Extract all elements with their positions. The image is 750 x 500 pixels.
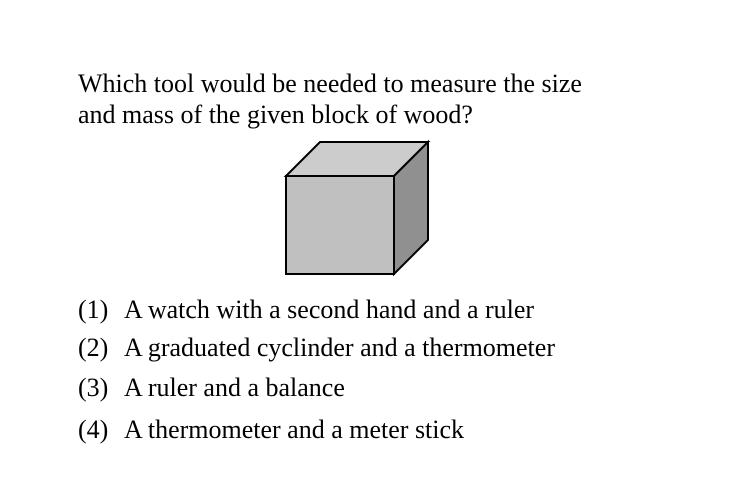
wood-block-figure (278, 138, 438, 280)
option-number: (2) (78, 333, 109, 362)
option-text: A watch with a second hand and a ruler (124, 295, 535, 324)
question-line-1: Which tool would be needed to measure the size (78, 69, 582, 98)
cube-front-face (286, 176, 394, 274)
option-text: A thermometer and a meter stick (124, 415, 465, 444)
option-3[interactable] (78, 372, 345, 404)
cube-illustration (278, 138, 438, 280)
option-number: (3) (78, 373, 109, 402)
option-number: (4) (78, 415, 109, 444)
option-4[interactable] (78, 414, 464, 446)
question-text (78, 68, 678, 130)
option-1[interactable] (78, 294, 534, 326)
option-2[interactable] (78, 332, 555, 364)
option-text: A graduated cyclinder and a thermometer (124, 333, 555, 362)
option-number: (1) (78, 295, 109, 324)
question-line-2: and mass of the given block of wood? (78, 100, 473, 129)
option-text: A ruler and a balance (124, 373, 345, 402)
